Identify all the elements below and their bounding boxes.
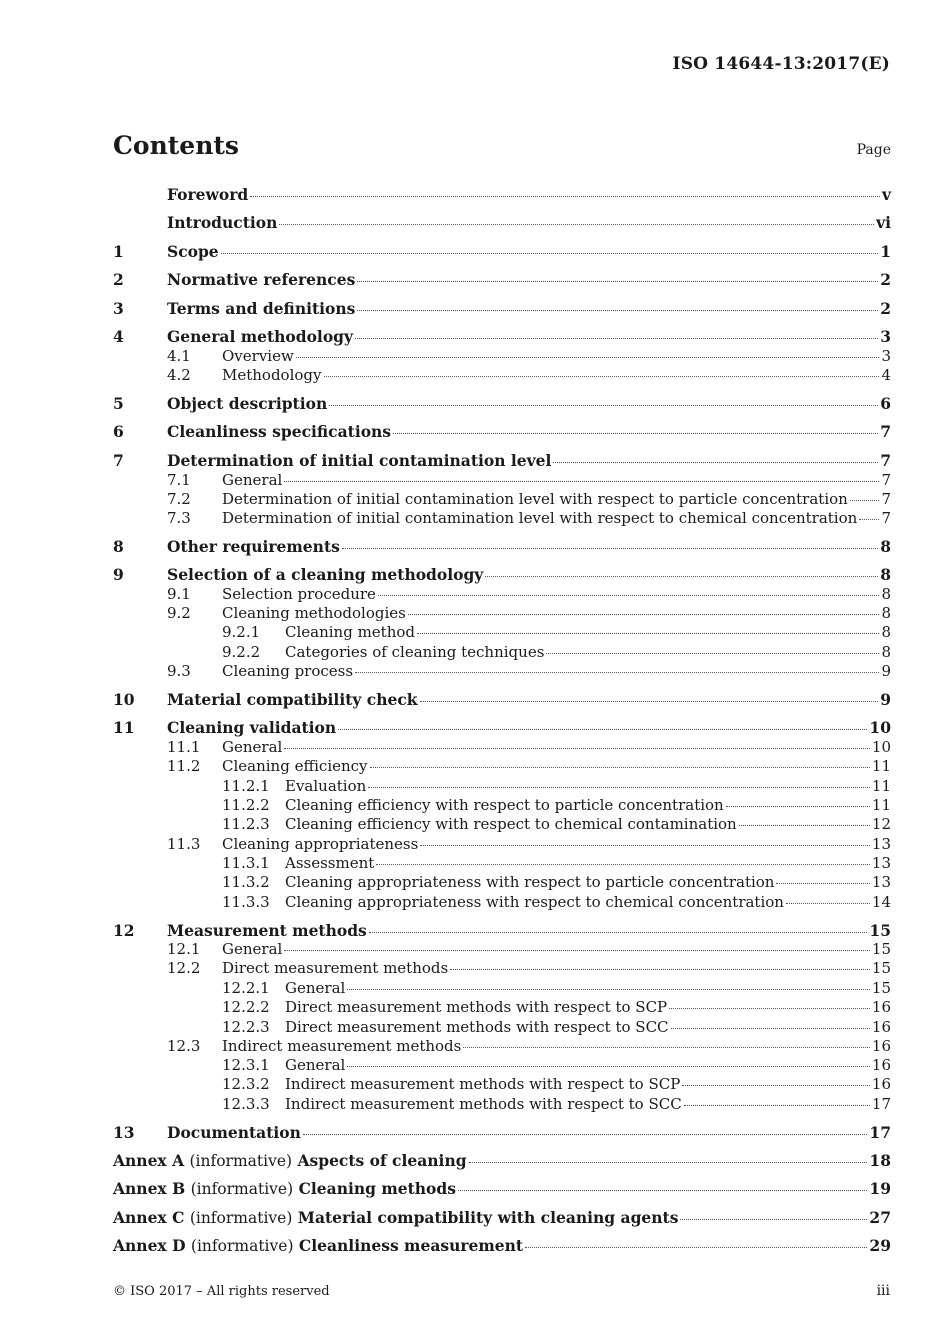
toc-entry-number: 12.3.3 bbox=[222, 1095, 270, 1113]
toc-entry-label: Direct measurement methods bbox=[222, 959, 449, 977]
toc-entry-number: 4.1 bbox=[167, 347, 191, 365]
toc-entry-label: Direct measurement methods with respect to SCC bbox=[285, 1018, 669, 1036]
toc-entry-number: 11.3 bbox=[167, 835, 201, 853]
toc-entry-page: 16 bbox=[871, 998, 891, 1016]
toc-entry-page: 8 bbox=[881, 604, 891, 622]
dot-leader bbox=[420, 701, 879, 702]
toc-entry-page: 2 bbox=[880, 270, 891, 289]
dot-leader bbox=[284, 950, 870, 951]
toc-entry[interactable] bbox=[222, 1056, 891, 1076]
toc-entry-page: 7 bbox=[881, 490, 891, 508]
toc-entry-number: 12.2 bbox=[167, 959, 201, 977]
dot-leader bbox=[420, 845, 870, 846]
toc-entry-label: Material compatibility check bbox=[167, 690, 418, 709]
toc-entry[interactable] bbox=[113, 394, 891, 414]
toc-entry-number: 11.2.1 bbox=[222, 777, 270, 795]
dot-leader bbox=[726, 806, 870, 807]
toc-entry[interactable] bbox=[222, 1075, 891, 1095]
toc-entry-page: 18 bbox=[869, 1151, 891, 1170]
toc-entry-label: Determination of initial contamination level with respect to particle concentration bbox=[222, 490, 848, 508]
dot-leader bbox=[463, 1047, 870, 1048]
toc-entry-page: 11 bbox=[871, 777, 891, 795]
dot-leader bbox=[250, 196, 880, 197]
toc-entry-label: Cleaning appropriateness bbox=[222, 835, 419, 853]
dot-leader bbox=[296, 357, 880, 358]
dot-leader bbox=[329, 405, 878, 406]
dot-leader bbox=[859, 519, 879, 520]
toc-entry-number: 11.2 bbox=[167, 757, 201, 775]
toc-entry-page: 13 bbox=[871, 835, 891, 853]
dot-leader bbox=[485, 576, 878, 577]
toc-entry[interactable] bbox=[167, 471, 891, 491]
toc-entry-label: Indirect measurement methods with respect to SCC bbox=[285, 1095, 682, 1113]
toc-entry-number: 12.2.3 bbox=[222, 1018, 270, 1036]
toc-entry-label: General bbox=[285, 979, 346, 997]
toc-entry[interactable] bbox=[113, 718, 891, 738]
toc-entry-page: 9 bbox=[880, 690, 891, 709]
annex-informative-tag: (informative) bbox=[189, 1209, 293, 1227]
toc-entry[interactable] bbox=[222, 893, 891, 913]
toc-entry[interactable] bbox=[167, 959, 891, 979]
toc-entry-page: 15 bbox=[869, 921, 891, 940]
toc-entry-label: Scope bbox=[167, 242, 219, 261]
toc-entry[interactable] bbox=[167, 662, 891, 682]
dot-leader bbox=[739, 825, 870, 826]
annex-informative-tag: (informative) bbox=[190, 1180, 294, 1198]
toc-entry-number: 2 bbox=[113, 270, 124, 289]
toc-entry-label: Other requirements bbox=[167, 537, 340, 556]
toc-entry-page: 16 bbox=[871, 1056, 891, 1074]
toc-entry-number: 10 bbox=[113, 690, 135, 709]
page-column-label: Page bbox=[856, 142, 891, 158]
toc-entry-label: General bbox=[222, 471, 283, 489]
dot-leader bbox=[776, 883, 869, 884]
toc-entry-page: 12 bbox=[871, 815, 891, 833]
toc-entry-number: 9.1 bbox=[167, 585, 191, 603]
toc-entry-number: 9.2 bbox=[167, 604, 191, 622]
annex-title: Cleaning methods bbox=[298, 1179, 456, 1198]
dot-leader bbox=[684, 1105, 870, 1106]
toc-entry-number: 7.2 bbox=[167, 490, 191, 508]
toc-entry-label: Cleaning methodologies bbox=[222, 604, 406, 622]
toc-entry[interactable] bbox=[167, 757, 891, 777]
toc-entry-page: 15 bbox=[871, 940, 891, 958]
dot-leader bbox=[671, 1028, 870, 1029]
dot-leader bbox=[669, 1008, 870, 1009]
toc-entry-label bbox=[113, 1151, 467, 1170]
toc-entry-label: Cleaning efficiency with respect to particle concentration bbox=[285, 796, 724, 814]
dot-leader bbox=[786, 903, 870, 904]
toc-entry[interactable] bbox=[113, 451, 891, 471]
toc-entry-label: Object description bbox=[167, 394, 328, 413]
toc-entry-label: Cleaning appropriateness with respect to particle concentration bbox=[285, 873, 775, 891]
dot-leader bbox=[546, 653, 879, 654]
dot-leader bbox=[279, 224, 874, 225]
annex-informative-tag: (informative) bbox=[190, 1237, 294, 1255]
toc-entry-number: 7 bbox=[113, 451, 124, 470]
toc-entry-page: 16 bbox=[871, 1037, 891, 1055]
toc-entry-number: 12.2.1 bbox=[222, 979, 270, 997]
toc-entry-number: 9.2.1 bbox=[222, 623, 261, 641]
toc-entry[interactable] bbox=[167, 366, 891, 386]
dot-leader bbox=[355, 672, 879, 673]
toc-entry-page: 15 bbox=[871, 979, 891, 997]
toc-entry[interactable] bbox=[113, 921, 891, 941]
dot-leader bbox=[680, 1219, 867, 1220]
toc-entry-number: 11 bbox=[113, 718, 135, 737]
toc-entry[interactable] bbox=[222, 854, 891, 874]
toc-entry-label: Introduction bbox=[167, 213, 278, 232]
toc-entry-label: Cleanliness specifications bbox=[167, 422, 392, 441]
toc-entry[interactable] bbox=[222, 643, 891, 663]
dot-leader bbox=[378, 595, 880, 596]
toc-entry-page: vi bbox=[876, 213, 891, 232]
toc-entry-number: 8 bbox=[113, 537, 124, 556]
toc-entry-label: General bbox=[222, 738, 283, 756]
toc-entry[interactable] bbox=[113, 299, 891, 319]
toc-entry-number: 9.2.2 bbox=[222, 643, 261, 661]
dot-leader bbox=[342, 548, 878, 549]
toc-entry-page: 8 bbox=[881, 623, 891, 641]
toc-entry-label: Cleaning validation bbox=[167, 718, 337, 737]
toc-entry[interactable] bbox=[222, 623, 891, 643]
dot-leader bbox=[347, 1066, 870, 1067]
toc-entry-number: 3 bbox=[113, 299, 124, 318]
toc-entry-page: 16 bbox=[871, 1075, 891, 1093]
contents-heading-row bbox=[113, 131, 891, 165]
annex-prefix: Annex A bbox=[113, 1151, 185, 1170]
toc-entry-number: 9.3 bbox=[167, 662, 191, 680]
toc-entry-label bbox=[113, 1236, 523, 1255]
toc-entry[interactable] bbox=[113, 565, 891, 585]
dot-leader bbox=[458, 1190, 867, 1191]
toc-entry[interactable] bbox=[167, 1037, 891, 1057]
toc-entry-page: 17 bbox=[869, 1123, 891, 1142]
toc-entry-page: 8 bbox=[880, 537, 891, 556]
toc-entry-page: 11 bbox=[871, 796, 891, 814]
toc-entry-page: 7 bbox=[880, 422, 891, 441]
dot-leader bbox=[682, 1085, 870, 1086]
toc-entry[interactable] bbox=[113, 270, 891, 290]
annex-prefix: Annex C bbox=[113, 1208, 185, 1227]
toc-entry-number: 12.3.1 bbox=[222, 1056, 270, 1074]
toc-entry-page: 6 bbox=[880, 394, 891, 413]
toc-entry-label: Cleaning method bbox=[285, 623, 416, 641]
dot-leader bbox=[370, 767, 870, 768]
toc-entry-page: 7 bbox=[881, 509, 891, 527]
toc-entry[interactable] bbox=[113, 422, 891, 442]
toc-entry[interactable] bbox=[113, 213, 891, 233]
dot-leader bbox=[338, 729, 867, 730]
dot-leader bbox=[469, 1162, 868, 1163]
toc-entry-label: General bbox=[222, 940, 283, 958]
toc-entry[interactable] bbox=[167, 490, 891, 510]
toc-entry-page: 19 bbox=[869, 1179, 891, 1198]
toc-entry-label: Determination of initial contamination level bbox=[167, 451, 552, 470]
toc-entry[interactable] bbox=[222, 998, 891, 1018]
toc-entry-label: Evaluation bbox=[285, 777, 367, 795]
toc-entry-page: 1 bbox=[880, 242, 891, 261]
page-title: Contents bbox=[113, 131, 240, 160]
toc-entry[interactable] bbox=[167, 509, 891, 529]
toc-entry-page: 16 bbox=[871, 1018, 891, 1036]
toc-annex-entry[interactable] bbox=[113, 1208, 891, 1228]
toc-entry[interactable] bbox=[222, 873, 891, 893]
toc-entry-number: 1 bbox=[113, 242, 124, 261]
toc-entry-page: 17 bbox=[871, 1095, 891, 1113]
dot-leader bbox=[357, 310, 878, 311]
toc-entry-label: Normative references bbox=[167, 270, 356, 289]
toc-entry-page: 29 bbox=[869, 1236, 891, 1255]
toc-entry-number: 11.1 bbox=[167, 738, 201, 756]
toc-entry[interactable] bbox=[167, 835, 891, 855]
toc-entry-label: Foreword bbox=[167, 185, 249, 204]
toc-entry-page: 4 bbox=[881, 366, 891, 384]
toc-entry-page: 13 bbox=[871, 854, 891, 872]
dot-leader bbox=[376, 864, 870, 865]
toc-entry-label: Cleaning efficiency with respect to chemical contamination bbox=[285, 815, 737, 833]
annex-title: Cleanliness measurement bbox=[298, 1236, 524, 1255]
toc-entry-page: 7 bbox=[881, 471, 891, 489]
dot-leader bbox=[355, 338, 878, 339]
toc-entry-page: 15 bbox=[871, 959, 891, 977]
toc-entry-number: 12.3 bbox=[167, 1037, 201, 1055]
toc-entry[interactable] bbox=[113, 690, 891, 710]
dot-leader bbox=[303, 1134, 868, 1135]
toc-entry-page: v bbox=[881, 185, 891, 204]
toc-annex-entry[interactable] bbox=[113, 1179, 891, 1199]
toc-entry-label: Indirect measurement methods with respect to SCP bbox=[285, 1075, 681, 1093]
dot-leader bbox=[347, 989, 870, 990]
toc-entry-number: 4.2 bbox=[167, 366, 191, 384]
toc-entry-page: 8 bbox=[881, 585, 891, 603]
toc-entry-number: 12.2.2 bbox=[222, 998, 270, 1016]
toc-entry-label: Terms and definitions bbox=[167, 299, 356, 318]
toc-entry-page: 10 bbox=[871, 738, 891, 756]
annex-title: Material compatibility with cleaning agents bbox=[297, 1208, 679, 1227]
toc-entry-label: General methodology bbox=[167, 327, 353, 346]
toc-entry-label: General bbox=[285, 1056, 346, 1074]
toc-entry-label: Direct measurement methods with respect to SCP bbox=[285, 998, 668, 1016]
toc-entry-page: 3 bbox=[881, 347, 891, 365]
copyright-notice: © ISO 2017 – All rights reserved bbox=[113, 1284, 330, 1299]
toc-entry-page: 7 bbox=[880, 451, 891, 470]
toc-entry-number: 11.3.1 bbox=[222, 854, 270, 872]
toc-entry-number: 9 bbox=[113, 565, 124, 584]
toc-entry[interactable] bbox=[222, 777, 891, 797]
toc-annex-entry[interactable] bbox=[113, 1236, 891, 1256]
toc-entry-page: 3 bbox=[880, 327, 891, 346]
toc-entry-label: Selection procedure bbox=[222, 585, 376, 603]
toc-entry-number: 12.3.2 bbox=[222, 1075, 270, 1093]
toc-entry-label bbox=[113, 1208, 678, 1227]
toc-annex-entry[interactable] bbox=[113, 1151, 891, 1171]
dot-leader bbox=[221, 253, 879, 254]
toc-entry[interactable] bbox=[167, 604, 891, 624]
toc-entry-number: 4 bbox=[113, 327, 124, 346]
toc-entry-label: Determination of initial contamination level with respect to chemical concentration bbox=[222, 509, 858, 527]
toc-entry-page: 9 bbox=[881, 662, 891, 680]
toc-entry[interactable] bbox=[113, 327, 891, 347]
toc-entry-label bbox=[113, 1179, 456, 1198]
dot-leader bbox=[368, 787, 870, 788]
toc-entry-page: 11 bbox=[871, 757, 891, 775]
toc-entry-number: 11.2.2 bbox=[222, 796, 270, 814]
toc-entry-number: 12 bbox=[113, 921, 135, 940]
toc-entry-page: 10 bbox=[869, 718, 891, 737]
annex-informative-tag: (informative) bbox=[189, 1152, 293, 1170]
toc-entry[interactable] bbox=[167, 738, 891, 758]
toc-entry-page: 14 bbox=[871, 893, 891, 911]
document-id: ISO 14644-13:2017(E) bbox=[672, 54, 890, 74]
dot-leader bbox=[417, 633, 879, 634]
toc-entry-label: Overview bbox=[222, 347, 294, 365]
toc-entry-number: 7.3 bbox=[167, 509, 191, 527]
toc-entry-number: 11.3.2 bbox=[222, 873, 270, 891]
dot-leader bbox=[525, 1247, 867, 1248]
toc-entry[interactable] bbox=[222, 815, 891, 835]
annex-prefix: Annex B bbox=[113, 1179, 186, 1198]
toc-entry-number: 5 bbox=[113, 394, 124, 413]
dot-leader bbox=[850, 500, 880, 501]
toc-entry[interactable] bbox=[222, 1095, 891, 1115]
toc-entry[interactable] bbox=[167, 585, 891, 605]
toc-entry-label: Measurement methods bbox=[167, 921, 367, 940]
toc-entry-label: Assessment bbox=[285, 854, 375, 872]
dot-leader bbox=[284, 481, 879, 482]
toc-entry[interactable] bbox=[222, 1018, 891, 1038]
annex-prefix: Annex D bbox=[113, 1236, 186, 1255]
toc-entry[interactable] bbox=[167, 347, 891, 367]
toc-entry-label: Categories of cleaning techniques bbox=[285, 643, 545, 661]
toc-entry-label: Indirect measurement methods bbox=[222, 1037, 462, 1055]
toc-entry-label: Cleaning process bbox=[222, 662, 354, 680]
toc-entry-label: Documentation bbox=[167, 1123, 301, 1142]
toc-entry[interactable] bbox=[222, 796, 891, 816]
dot-leader bbox=[393, 433, 878, 434]
toc-entry-number: 11.2.3 bbox=[222, 815, 270, 833]
dot-leader bbox=[369, 932, 868, 933]
toc-entry-label: Cleaning efficiency bbox=[222, 757, 368, 775]
toc-entry-number: 6 bbox=[113, 422, 124, 441]
toc-entry-number: 11.3.3 bbox=[222, 893, 270, 911]
toc-entry-label: Methodology bbox=[222, 366, 322, 384]
toc-entry-label: Selection of a cleaning methodology bbox=[167, 565, 484, 584]
dot-leader bbox=[450, 969, 870, 970]
toc-entry[interactable] bbox=[113, 1123, 891, 1143]
dot-leader bbox=[357, 281, 878, 282]
toc-entry[interactable] bbox=[113, 185, 891, 205]
page-number: iii bbox=[876, 1283, 890, 1299]
toc-entry-page: 2 bbox=[880, 299, 891, 318]
toc-entry-page: 27 bbox=[869, 1208, 891, 1227]
toc-entry[interactable] bbox=[222, 979, 891, 999]
toc-entry-label: Cleaning appropriateness with respect to chemical concentration bbox=[285, 893, 784, 911]
dot-leader bbox=[408, 614, 880, 615]
toc-entry[interactable] bbox=[113, 537, 891, 557]
toc-entry-page: 8 bbox=[881, 643, 891, 661]
dot-leader bbox=[324, 376, 880, 377]
dot-leader bbox=[284, 748, 870, 749]
dot-leader bbox=[553, 462, 878, 463]
toc-entry-number: 13 bbox=[113, 1123, 135, 1142]
toc-entry[interactable] bbox=[113, 242, 891, 262]
toc-entry[interactable] bbox=[167, 940, 891, 960]
toc-entry-number: 12.1 bbox=[167, 940, 201, 958]
toc-entry-page: 13 bbox=[871, 873, 891, 891]
toc-entry-number: 7.1 bbox=[167, 471, 191, 489]
annex-title: Aspects of cleaning bbox=[297, 1151, 467, 1170]
toc-entry-page: 8 bbox=[880, 565, 891, 584]
